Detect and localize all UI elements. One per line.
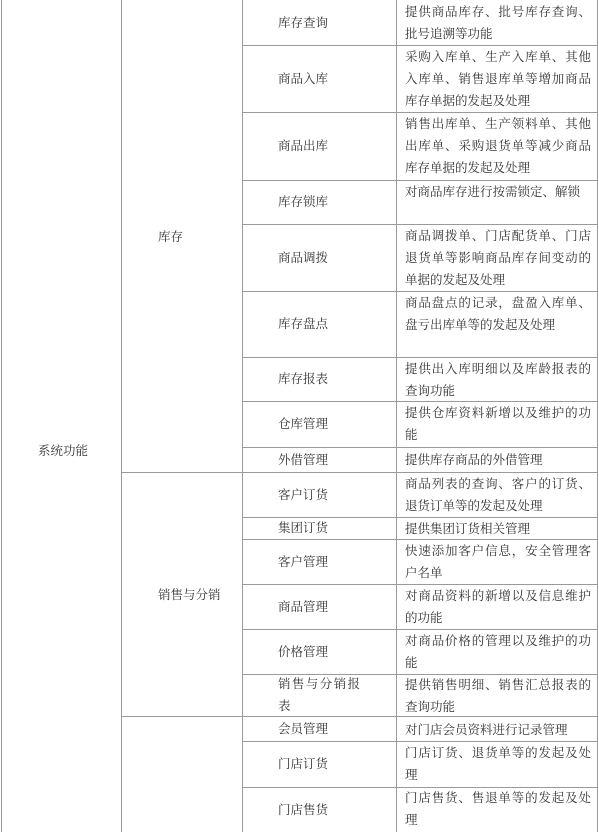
row-description: 提供商品库存、批号库存查询、批号追溯等功能 [405,4,591,41]
level1-label: 系统功能 [38,443,89,458]
row-name: 库存报表 [278,371,329,386]
row-description: 商品调拨单、门店配货单、门店退货单等影响商品库存间变动的单据的发起及处理 [405,228,591,287]
row-name: 库存盘点 [278,316,329,331]
row-description: 商品列表的查询、客户的订货、退货订单等的发起及处理 [405,476,591,513]
row-description: 对商品价格的管理以及维护的功能 [405,633,591,670]
col-border-3 [396,0,397,832]
row-name: 商品调拨 [278,249,329,265]
col-border-2 [242,0,243,832]
col-border-1 [121,0,122,832]
row-name: 仓库管理 [278,416,329,431]
row-name: 商品出库 [278,138,329,153]
row-description: 快速添加客户信息，安全管理客户名单 [405,543,591,580]
row-description: 提供仓库资料新增以及维护的功能 [405,405,591,442]
row-description: 提供销售明细、销售汇总报表的查询功能 [405,677,591,714]
row-name: 门店订货 [278,756,329,771]
row-description: 门店订货、退货单等的发起及处理 [405,745,591,782]
row-name: 库存查询 [278,14,329,30]
row-name: 客户管理 [278,553,329,569]
row-description: 商品盘点的记录，盘盈入库单、盘亏出库单等的发起及处理 [405,295,591,332]
level2-label: 库存 [158,229,184,244]
row-name: 集团订货 [278,520,329,535]
row-name: 商品入库 [278,70,329,86]
row-name: 门店售货 [278,801,329,817]
row-description: 采购入库单、生产入库单、其他入库单、销售退库单等增加商品库存单据的发起及处理 [405,49,591,108]
row-description: 对商品库存进行按需锁定、解锁 [405,184,581,199]
level2-label: 销售与分销 [158,587,221,602]
row-description: 对门店会员资料进行记录管理 [405,722,568,737]
col-border-4 [597,0,598,832]
row-name: 价格管理 [278,643,329,659]
row-name: 商品管理 [278,598,329,614]
row-name: 会员管理 [278,720,329,736]
row-description: 提供集团订货相关管理 [405,521,531,536]
row-description: 对商品资料的新增以及信息维护的功能 [405,588,591,625]
col-border-0 [1,0,2,832]
row-name: 销售与分销报表 [278,676,360,713]
row-name: 外借管理 [278,451,329,467]
row-name: 库存锁库 [278,194,329,209]
row-name: 客户订货 [278,486,329,502]
row-description: 门店售货、售退单等的发起及处理 [405,790,591,827]
row-description: 提供库存商品的外借管理 [405,452,543,467]
row-description: 销售出库单、生产领料单、其他出库单、采购退货单等减少商品库存单据的发起及处理 [405,116,591,175]
row-description: 提供出入库明细以及库龄报表的查询功能 [405,361,591,398]
